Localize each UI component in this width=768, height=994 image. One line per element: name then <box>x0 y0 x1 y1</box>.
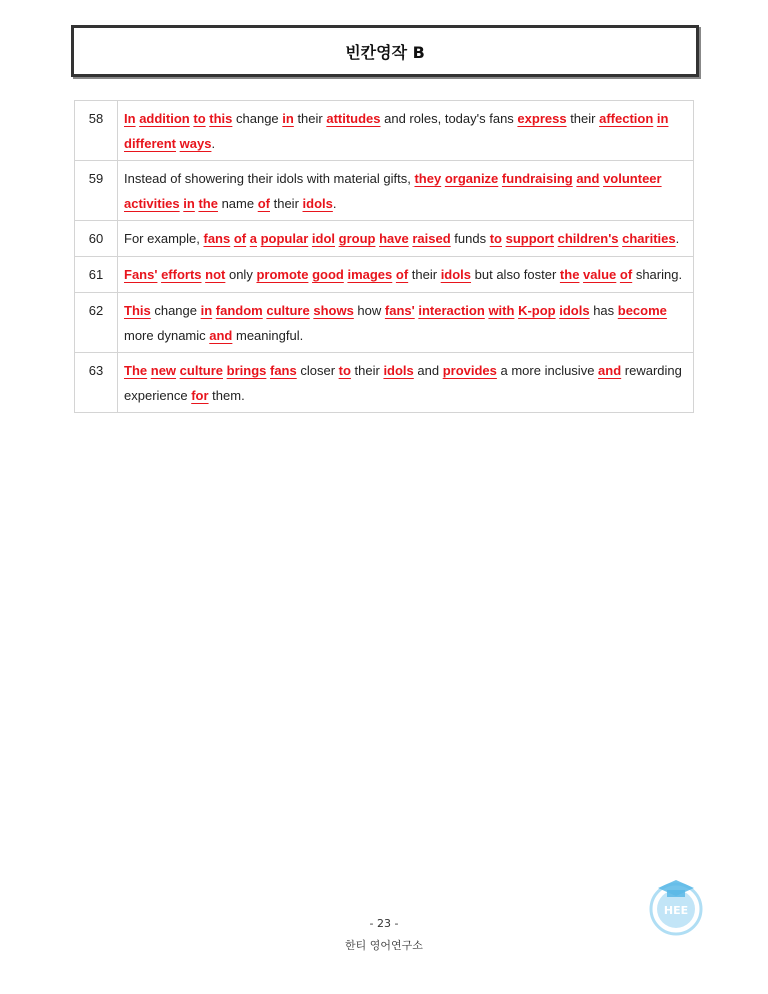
sentence-fragment: their <box>408 267 441 282</box>
sentence-text <box>118 257 694 293</box>
sentence-fragment: them. <box>208 388 245 403</box>
answer-word: In <box>124 111 136 126</box>
answer-word: to <box>489 231 502 246</box>
answer-word: The <box>124 363 148 378</box>
sentence-text <box>118 221 694 257</box>
answer-word: interaction <box>418 303 485 318</box>
answer-word: different <box>124 136 176 151</box>
answer-word: with <box>488 303 515 318</box>
sentence-text <box>118 293 694 353</box>
answer-word: affection <box>599 111 654 126</box>
answer-word: idols <box>559 303 590 318</box>
answer-word: activities <box>124 196 180 211</box>
answer-word: images <box>347 267 393 282</box>
answer-word: culture <box>179 363 224 378</box>
answer-word: good <box>312 267 344 282</box>
answer-word: have <box>379 231 409 246</box>
sentence-fragment: sharing. <box>632 267 683 282</box>
sentence-fragment: change <box>150 303 201 318</box>
sentence-fragment: a more inclusive <box>496 363 599 378</box>
answer-word: organize <box>444 171 499 186</box>
sentence-fragment: name <box>217 196 258 211</box>
answer-word: of <box>257 196 270 211</box>
answer-word: promote <box>256 267 309 282</box>
page-title: 빈칸영작 B <box>345 42 425 62</box>
answer-word: this <box>209 111 233 126</box>
answer-word: value <box>583 267 617 282</box>
answer-word: a <box>249 231 257 246</box>
sentence-table <box>74 100 694 413</box>
answer-word: idols <box>302 196 333 211</box>
answer-word: attitudes <box>326 111 381 126</box>
answer-word: children's <box>557 231 619 246</box>
answer-word: fundraising <box>501 171 573 186</box>
answer-word: they <box>414 171 442 186</box>
page-number: - 23 - <box>369 917 399 930</box>
answer-word: fans <box>270 363 297 378</box>
logo-text: HEE <box>663 904 689 917</box>
sentence-fragment: For example, <box>124 231 204 246</box>
answer-word: the <box>198 196 218 211</box>
answer-word: fans' <box>384 303 415 318</box>
sentence-fragment: has <box>589 303 618 318</box>
answer-word: and <box>209 328 233 343</box>
answer-word: of <box>233 231 247 246</box>
sentence-fragment: their <box>293 111 327 126</box>
answer-word: charities <box>622 231 676 246</box>
answer-word: addition <box>139 111 190 126</box>
table-row <box>75 161 694 221</box>
sentence-fragment: meaningful. <box>232 328 304 343</box>
sentence-fragment: change <box>232 111 283 126</box>
answer-word: fans <box>203 231 231 246</box>
answer-word: Fans' <box>124 267 158 282</box>
table-row <box>75 353 694 413</box>
graduation-cap-icon <box>658 880 694 897</box>
sentence-number: 60 <box>75 221 118 257</box>
hee-logo <box>648 877 704 937</box>
answer-word: shows <box>313 303 354 318</box>
answer-word: the <box>559 267 580 282</box>
answer-word: This <box>124 303 151 318</box>
answer-word: of <box>619 267 633 282</box>
publisher-name: 한티 영어연구소 <box>345 939 423 952</box>
answer-word: idols <box>440 267 472 282</box>
answer-word: group <box>338 231 376 246</box>
sentence-fragment: and roles, today's fans <box>380 111 518 126</box>
sentence-text <box>118 101 694 161</box>
answer-word: brings <box>226 363 267 378</box>
answer-word: of <box>395 267 409 282</box>
sentence-number: 63 <box>75 353 118 413</box>
sentence-fragment: . <box>211 136 216 151</box>
answer-word: support <box>505 231 554 246</box>
answer-word: to <box>193 111 206 126</box>
sentence-fragment: but also foster <box>471 267 560 282</box>
sentence-fragment: their <box>350 363 384 378</box>
sentence-text <box>118 353 694 413</box>
answer-word: idols <box>383 363 414 378</box>
answer-word: not <box>205 267 226 282</box>
sentence-fragment: funds <box>450 231 490 246</box>
table-row <box>75 257 694 293</box>
sentence-fragment: rewarding experience <box>124 363 682 403</box>
answer-word: to <box>338 363 351 378</box>
answer-word: in <box>282 111 294 126</box>
answer-word: and <box>576 171 600 186</box>
answer-word: new <box>150 363 177 378</box>
answer-word: in <box>656 111 669 126</box>
answer-word: in <box>183 196 195 211</box>
answer-word: for <box>191 388 209 403</box>
sentence-fragment: closer <box>296 363 339 378</box>
table-row <box>75 221 694 257</box>
sentence-fragment: Instead of showering their idols with material gifts, <box>124 171 415 186</box>
page-title-box <box>71 25 699 77</box>
answer-word: provides <box>442 363 497 378</box>
sentence-fragment: how <box>353 303 385 318</box>
answer-word: become <box>617 303 667 318</box>
answer-word: raised <box>412 231 451 246</box>
sentence-fragment: more dynamic <box>124 328 210 343</box>
sentence-fragment: and <box>413 363 443 378</box>
sentence-fragment: their <box>566 111 600 126</box>
answer-word: K-pop <box>518 303 556 318</box>
answer-word: efforts <box>161 267 202 282</box>
answer-word: express <box>517 111 567 126</box>
answer-word: popular <box>260 231 309 246</box>
sentence-number: 59 <box>75 161 118 221</box>
answer-word: ways <box>179 136 212 151</box>
sentence-text <box>118 161 694 221</box>
answer-word: culture <box>266 303 310 318</box>
sentence-fragment: their <box>270 196 303 211</box>
sentence-fragment: only <box>225 267 257 282</box>
sentence-fragment: . <box>332 196 337 211</box>
sentence-number: 62 <box>75 293 118 353</box>
table-row <box>75 101 694 161</box>
table-row <box>75 293 694 353</box>
answer-word: fandom <box>215 303 263 318</box>
answer-word: in <box>200 303 213 318</box>
sentence-number: 61 <box>75 257 118 293</box>
answer-word: idol <box>311 231 336 246</box>
sentence-fragment: . <box>675 231 680 246</box>
answer-word: volunteer <box>603 171 662 186</box>
sentence-number: 58 <box>75 101 118 161</box>
answer-word: and <box>598 363 622 378</box>
